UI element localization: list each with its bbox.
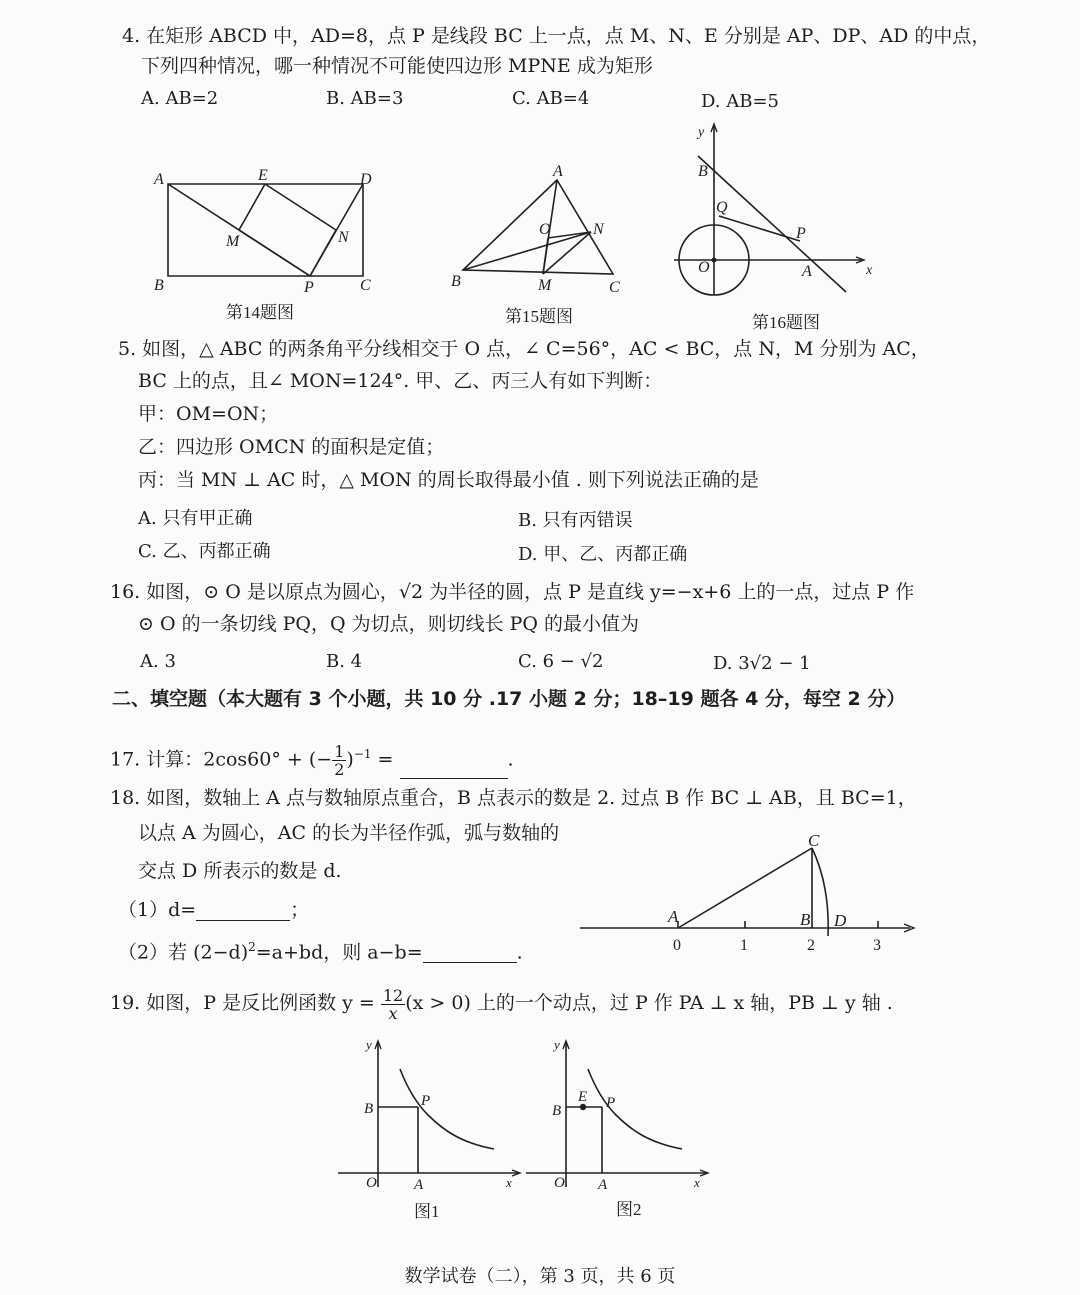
fig19-2-label-a: A	[598, 1177, 608, 1193]
q17-frac-num: 1	[334, 741, 345, 761]
fig15-label-m: M	[538, 277, 552, 294]
q5-judgement-jia: 甲：OM=ON；	[138, 403, 279, 425]
q18-sub2-exp: 2	[248, 940, 256, 954]
fig14-label-n: N	[338, 229, 349, 246]
q16-option-d: D. 3√2 − 1	[713, 653, 811, 674]
q5-option-c: C. 乙、丙都正确	[138, 541, 271, 562]
fig19-2-label-p: P	[606, 1095, 616, 1111]
fig18-tick-1: 1	[740, 937, 748, 954]
q16-line1-end: 为半径的圆，点 P 是直线 y=−x+6 上的一点，过点 P 作	[423, 581, 915, 603]
q16-line1-start: 16. 如图，⊙ O 是以原点为圆心，	[110, 581, 399, 603]
q5-judgement-bing: 丙：当 MN ⊥ AC 时，△ MON 的周长取得最小值 . 则下列说法正确的是	[138, 469, 759, 491]
figure-14	[148, 160, 388, 325]
q18-sub2-end: .	[516, 941, 523, 964]
fig18-label-b: B	[800, 910, 811, 929]
figure-19-1	[330, 1035, 525, 1230]
q5-option-b: B. 只有丙错误	[518, 510, 633, 531]
fig18-tick-0: 0	[673, 937, 681, 954]
fig16-label-x: x	[866, 263, 873, 278]
fig14-label-p: P	[304, 279, 314, 296]
fig14-label-a: A	[154, 171, 164, 188]
fig19-1-label-p: P	[421, 1093, 431, 1109]
q5-judgement-yi: 乙：四边形 OMCN 的面积是定值；	[138, 436, 445, 458]
q16-line1	[110, 581, 914, 603]
q19-frac-den: x	[388, 1003, 398, 1023]
q16-option-b: B. 4	[326, 651, 363, 672]
q17-expr-b: )	[346, 748, 354, 771]
fig14-label-e: E	[258, 167, 268, 184]
fig14-label-d: D	[360, 171, 372, 188]
fig19-2-label-y: y	[554, 1037, 560, 1052]
q16-line2: ⊙ O 的一条切线 PQ，Q 为切点，则切线长 PQ 的最小值为	[138, 613, 640, 635]
q18-sub2-blank	[423, 944, 517, 963]
q5-option-a: A. 只有甲正确	[138, 508, 253, 529]
q18-sub1-label: （1）d=	[118, 899, 197, 921]
fig18-label-d: D	[834, 911, 847, 930]
fig19-2-caption: 图2	[616, 1200, 642, 1219]
q19-line1	[110, 983, 893, 1023]
q4-option-a: A. AB=2	[141, 88, 219, 109]
q18-sub2	[118, 936, 523, 963]
q17-fraction	[332, 743, 346, 778]
fig15-label-b: B	[451, 273, 461, 290]
q17-frac-den: 2	[334, 759, 345, 779]
q19-prefix: 19. 如图，P 是反比例函数 y =	[110, 992, 375, 1014]
fig15-caption: 第15题图	[505, 307, 573, 326]
q18-sub2-a: （2）若 (2−d)	[118, 941, 249, 964]
page-footer: 数学试卷（二），第 3 页，共 6 页	[404, 1266, 676, 1287]
fig16-label-b: B	[698, 163, 708, 180]
fig19-2-label-e: E	[578, 1089, 588, 1105]
fig18-label-a: A	[668, 907, 679, 926]
fig16-label-o: O	[698, 259, 710, 276]
q19-suffix: (x > 0) 上的一个动点，过 P 作 PA ⊥ x 轴，PB ⊥ y 轴 .	[405, 992, 893, 1014]
q16-sqrt2: √2	[398, 581, 424, 603]
q17-exponent: −1	[353, 747, 372, 761]
fig16-caption: 第16题图	[752, 313, 820, 332]
q17-prefix: 17. 计算：	[110, 748, 204, 771]
fig19-1-label-x: x	[506, 1175, 512, 1190]
fig14-label-m: M	[226, 233, 240, 250]
figure-18	[572, 826, 922, 961]
fig19-1-label-b: B	[364, 1101, 374, 1117]
fig16-label-p: P	[796, 225, 806, 242]
fig19-1-label-a: A	[414, 1177, 424, 1193]
q17-answer-blank	[400, 760, 508, 779]
fig16-label-q: Q	[716, 199, 728, 216]
fig19-2-label-b: B	[552, 1103, 562, 1119]
fig19-1-caption: 图1	[414, 1202, 440, 1221]
fig14-label-b: B	[154, 277, 164, 294]
figure-16	[664, 120, 884, 335]
fig14-caption: 第14题图	[226, 303, 294, 322]
q18-line1: 18. 如图，数轴上 A 点与数轴原点重合，B 点表示的数是 2. 过点 B 作 BC ⊥ AB，且 BC=1，	[110, 787, 917, 809]
q18-sub2-b: =a+bd，则 a−b=	[255, 941, 423, 964]
q18-line3: 交点 D 所表示的数是 d.	[138, 860, 342, 882]
q4-option-d: D. AB=5	[701, 91, 779, 112]
fig15-label-c: C	[609, 279, 620, 296]
q5-option-d: D. 甲、乙、丙都正确	[518, 544, 688, 565]
fig16-label-y: y	[698, 125, 705, 140]
fig18-tick-3: 3	[873, 937, 881, 954]
q19-fraction	[381, 987, 405, 1022]
fig19-2-label-x: x	[694, 1175, 700, 1190]
q17	[110, 734, 514, 779]
fig19-1-label-o: O	[366, 1175, 377, 1191]
q17-expr-a: 2cos60° + (−	[203, 748, 333, 771]
q17-end: .	[507, 748, 514, 771]
fig18-tick-2: 2	[807, 937, 815, 954]
fig19-2-label-o: O	[554, 1175, 565, 1191]
q4-option-c: C. AB=4	[512, 88, 590, 109]
q18-line2: 以点 A 为圆心，AC 的长为半径作弧，弧与数轴的	[138, 822, 560, 844]
q4-option-b: B. AB=3	[326, 88, 404, 109]
fig19-1-label-y: y	[366, 1037, 372, 1052]
fig15-label-n: N	[593, 221, 604, 238]
q5-line2: BC 上的点，且∠ MON=124°. 甲、乙、丙三人有如下判断：	[138, 370, 663, 392]
q19-frac-num: 12	[382, 985, 404, 1005]
fig14-label-c: C	[360, 277, 371, 294]
q18-sub1-end: ；	[290, 899, 310, 921]
q18-sub1-blank	[196, 902, 290, 921]
q4-line1: 4. 在矩形 ABCD 中，AD=8，点 P 是线段 BC 上一点，点 M、N、E 分别是 AP、DP、AD 的中点，	[122, 25, 991, 47]
fig15-label-o: O	[539, 221, 551, 238]
section-2-heading: 二、填空题（本大题有 3 个小题，共 10 分 .17 小题 2 分；18–19 题各 4 分，每空 2 分）	[112, 688, 906, 710]
q4-line2: 下列四种情况，哪一种情况不可能使四边形 MPNE 成为矩形	[141, 55, 653, 77]
fig15-label-a: A	[553, 163, 563, 180]
fig18-label-c: C	[808, 831, 820, 850]
fig16-label-a: A	[802, 263, 812, 280]
figure-15	[445, 158, 635, 328]
figure-19-2	[518, 1035, 713, 1230]
q5-line1: 5. 如图，△ ABC 的两条角平分线相交于 O 点，∠ C=56°，AC < BC，点 N，M 分别为 AC，	[118, 338, 930, 360]
q16-option-a: A. 3	[140, 651, 176, 672]
q18-sub1	[118, 899, 309, 921]
q17-expr-c: =	[371, 748, 394, 771]
q16-option-c: C. 6 − √2	[518, 651, 604, 672]
